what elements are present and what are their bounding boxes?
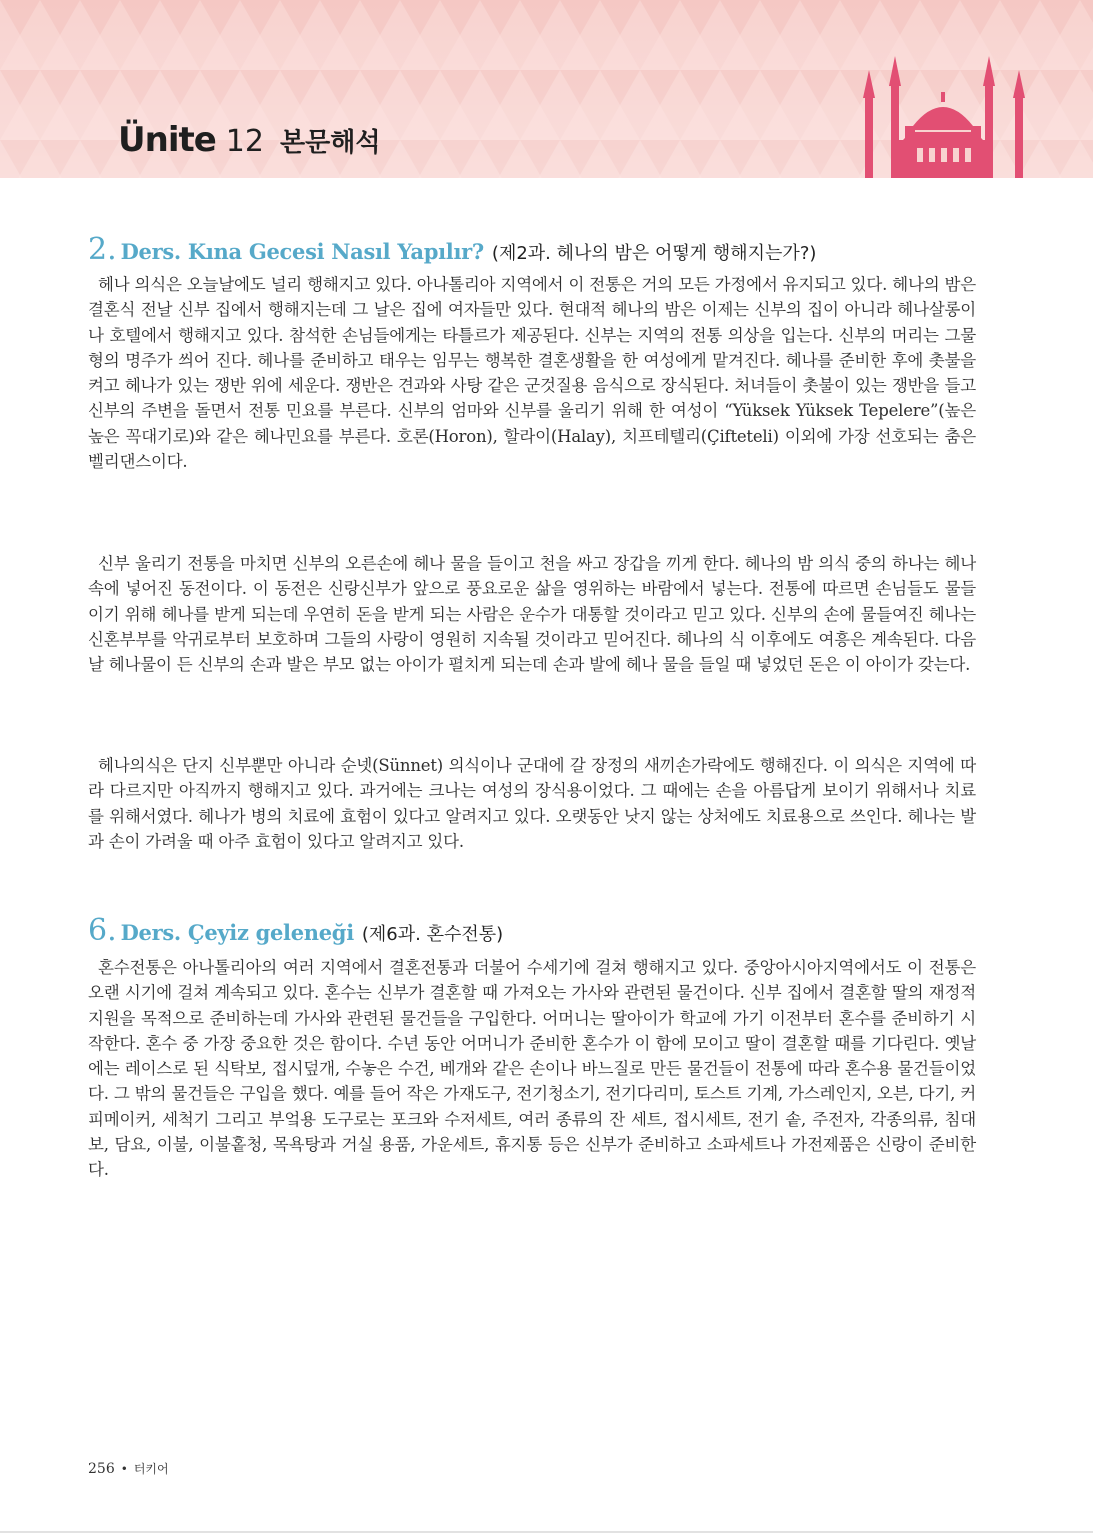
paragraph: 신부 울리기 전통을 마치면 신부의 오른손에 헤나 물을 들이고 천을 싸고 장갑을 끼게 한다. 헤나의 밤 의식 중의 하나는 헤나 속에 넣어진 동전이다. 이 동전은 신랑신부가 앞으로 풍요로운 삶을 영위하는 바람에서 넣는다. 전통에 따르면 손님들도 물들이기 위해 헤나를 받게 되는데 우연히 돈을 받게 되는 사람은 운수가 대통할 것이라고 믿고 있다. 신부의 손에 물들여진 헤나는 신혼부부를 악귀로부터 보호하며 그들의 사랑이 영원히 지속될 것이라고 믿어진다. 헤나의 식 이후에도 여흥은 계속된다. 다음 날 헤나물이 든 신부의 손과 발은 부모 없는 아이가 펼치게 되는데 손과 발에 헤나 물을 들일 때 넣었던 돈은 이 아이가 갖는다. <box>88 554 976 675</box>
section-title: Ders. Çeyiz geleneği <box>120 920 354 945</box>
paragraph: 혼수전통은 아나톨리아의 여러 지역에서 결혼전통과 더불어 수세기에 걸쳐 행해지고 있다. 중앙아시아지역에서도 이 전통은 오랜 시기에 걸쳐 계속되고 있다. 혼수는 신부가 결혼할 때 가져오는 가사와 관련된 물건이다. 신부 집에서 결혼할 딸의 재정적 지원을 목적으로 준비하는데 가사와 관련된 물건들을 구입한다. 어머니는 딸아이가 학교에 가기 이전부터 혼수를 준비하기 시작한다. 혼수 중 가장 중요한 것은 함이다. 수년 동안 어머니가 준비한 혼수가 이 함에 모이고 딸이 결혼할 때를 기다린다. 옛날에는 레이스로 된 식탁보, 접시덮개, 수놓은 수건, 베개와 같은 손이나 바느질로 만든 물건들이 전통에 따라 혼수용 물건들이었다. 그 밖의 물건들은 구입을 했다. 예를 들어 작은 가재도구, 전기청소기, 전기다리미, 토스트 기계, 가스레인지, 오븐, 다기, 커피메이커, 세척기 그리고 부엌용 도구로는 포크와 수저세트, 여러 종류의 잔 세트, 접시세트, 전기 솥, 주전자, 각종의류, 침대보, 담요, 이불, 이불홑청, 목욕탕과 거실 용품, 가운세트, 휴지통 등은 신부가 준비하고 소파세트나 가전제품은 신랑이 준비한다. <box>88 958 976 1180</box>
unit-title <box>118 120 380 170</box>
header-band <box>0 0 1093 178</box>
page-footer <box>88 1460 169 1477</box>
section-number: 2. <box>88 232 117 267</box>
section-title: Ders. Kına Gecesi Nasıl Yapılır? <box>120 239 484 264</box>
paragraph: 헤나 의식은 오늘날에도 널리 행해지고 있다. 아나톨리아 지역에서 이 전통은 거의 모든 가정에서 유지되고 있다. 헤나의 밤은 결혼식 전날 신부 집에서 행해지는데 그 날은 집에 여자들만 있다. 현대적 헤나의 밤은 이제는 신부의 집이 아니라 헤나살롱이나 호텔에서 행해지고 있다. 참석한 손님들에게는 타틀르가 제공된다. 신부는 지역의 전통 의상을 입는다. 신부의 머리는 그물형의 명주가 씌어 진다. 헤나를 준비하고 태우는 임무는 행복한 결혼생활을 한 여성에게 맡겨진다. 헤나를 준비한 후에 촛불을 켜고 헤나가 있는 쟁반 위에 세운다. 쟁반은 견과와 사탕 같은 군것질용 음식으로 장식된다. 처녀들이 촛불이 있는 쟁반을 들고 신부의 주변을 돌면서 전통 민요를 부른다. 신부의 엄마와 신부를 울리기 위해 한 여성이 “Yüksek Yüksek Tepelere”(높은 높은 꼭대기로)와 같은 헤나민요를 부른다. 호론(Horon), 할라이(Halay), 치프테텔리(Çifteteli) 이외에 가장 선호되는 춤은 벨리댄스이다. <box>88 275 976 472</box>
unit-number: 12 <box>225 124 264 159</box>
page-number: 256 <box>88 1461 115 1477</box>
unit-word: Ünite <box>118 120 216 160</box>
section-number: 6. <box>88 913 117 948</box>
section-heading-lesson-6 <box>88 913 503 948</box>
unit-subtitle: 본문해석 <box>279 128 381 158</box>
section-korean-title: (제2과. 헤나의 밤은 어떻게 행해지는가?) <box>491 243 817 264</box>
footer-separator: • <box>120 1462 128 1476</box>
bottom-rule <box>0 1531 1093 1533</box>
section-korean-title: (제6과. 혼수전통) <box>361 924 504 945</box>
paragraph: 헤나의식은 단지 신부뿐만 아니라 순넷(Sünnet) 의식이나 군대에 갈 장정의 새끼손가락에도 행해진다. 이 의식은 지역에 따라 다르지만 아직까지 행해지고 있다. 과거에는 크나는 여성의 장식용이었다. 그 때에는 손을 아름답게 보이기 위해서나 치료를 위해서였다. 헤나가 병의 치료에 효험이 있다고 알려지고 있다. 오랫동안 낫지 않는 상처에도 치료용으로 쓰인다. 헤나는 발과 손이 가려울 때 아주 효험이 있다고 알려지고 있다. <box>88 756 976 851</box>
footer-country: 터키어 <box>133 1462 169 1476</box>
section-heading-lesson-2 <box>88 232 816 267</box>
mosque-icon <box>855 48 1035 178</box>
